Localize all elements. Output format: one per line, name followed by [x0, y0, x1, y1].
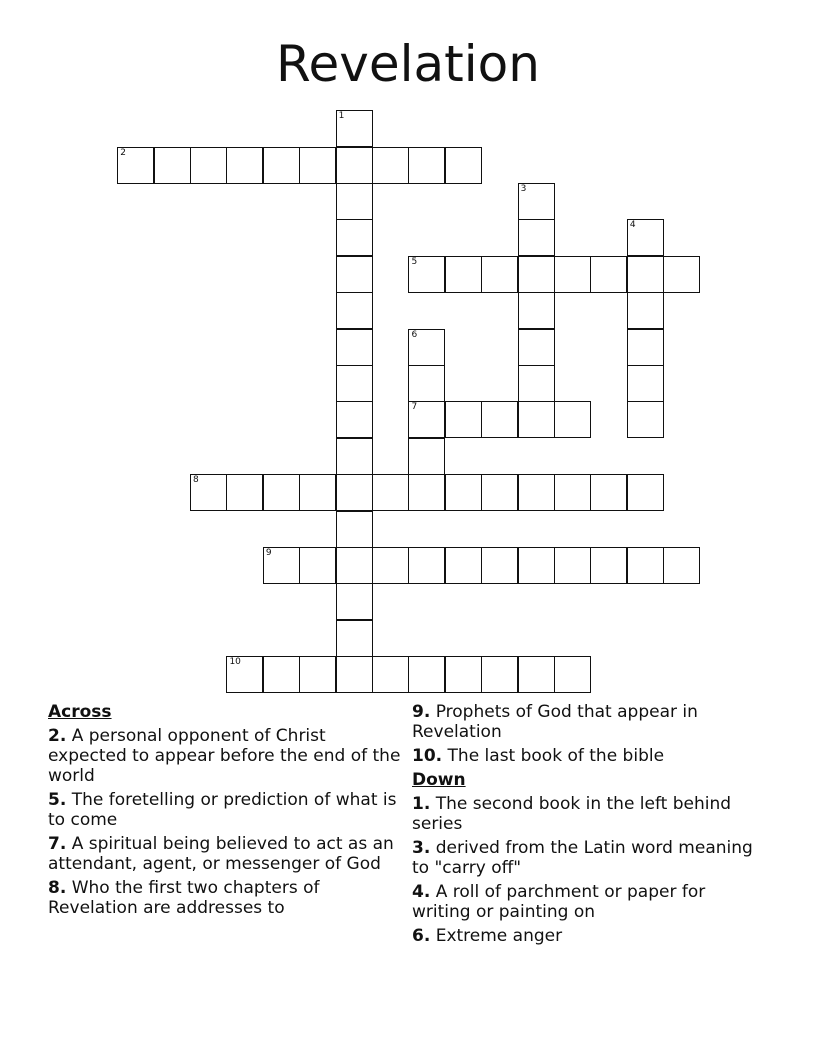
grid-cell[interactable] — [481, 401, 518, 438]
grid-cell[interactable] — [518, 401, 555, 438]
cell-number: 10 — [229, 657, 241, 668]
grid-cell[interactable] — [408, 547, 445, 584]
grid-cell[interactable] — [408, 438, 445, 475]
grid-cell[interactable] — [190, 474, 227, 511]
down-clue-6 — [412, 926, 762, 946]
grid-cell[interactable] — [408, 401, 445, 438]
grid-cell[interactable] — [226, 474, 263, 511]
clues-left-column — [48, 702, 404, 922]
grid-cell[interactable] — [408, 474, 445, 511]
grid-cell[interactable] — [263, 474, 300, 511]
grid-cell[interactable] — [336, 329, 373, 366]
grid-cell[interactable] — [518, 365, 555, 402]
grid-cell[interactable] — [627, 329, 664, 366]
grid-cell[interactable] — [554, 656, 591, 693]
grid-cell[interactable] — [627, 401, 664, 438]
grid-cell[interactable] — [263, 656, 300, 693]
clue-text: Prophets of God that appear in Revelation — [412, 702, 698, 742]
across-clue-8 — [48, 878, 404, 918]
grid-cell[interactable] — [336, 183, 373, 220]
grid-cell[interactable] — [299, 547, 336, 584]
down-clue-4 — [412, 882, 762, 922]
grid-cell[interactable] — [372, 547, 409, 584]
grid-cell[interactable] — [336, 656, 373, 693]
down-clue-1 — [412, 794, 762, 834]
grid-cell[interactable] — [627, 547, 664, 584]
grid-cell[interactable] — [226, 656, 263, 693]
grid-cell[interactable] — [336, 219, 373, 256]
grid-cell[interactable] — [299, 147, 336, 184]
puzzle-title: Revelation — [276, 35, 540, 93]
grid-cell[interactable] — [554, 401, 591, 438]
cell-number: 8 — [193, 475, 199, 486]
grid-cell[interactable] — [518, 183, 555, 220]
grid-cell[interactable] — [627, 292, 664, 329]
grid-cell[interactable] — [226, 147, 263, 184]
clue-text: Who the first two chapters of Revelation are addresses to — [48, 878, 320, 918]
grid-cell[interactable] — [336, 110, 373, 147]
across-clue-10 — [412, 746, 762, 766]
clue-number: 9. — [412, 702, 431, 722]
across-clue-5 — [48, 790, 404, 830]
cell-number: 9 — [265, 548, 272, 559]
clue-number: 7. — [48, 834, 67, 854]
grid-cell[interactable] — [408, 329, 445, 366]
grid-cell[interactable] — [336, 292, 373, 329]
cell-number: 7 — [411, 402, 418, 413]
grid-cell[interactable] — [518, 219, 555, 256]
across-clue-2 — [48, 726, 404, 786]
grid-cell[interactable] — [336, 401, 373, 438]
grid-cell[interactable] — [445, 401, 482, 438]
grid-cell[interactable] — [627, 219, 664, 256]
clue-number: 6. — [412, 926, 431, 946]
grid-cell[interactable] — [372, 656, 409, 693]
clue-text: Extreme anger — [435, 926, 563, 946]
clue-text: derived from the Latin word meaning to "carry off" — [412, 838, 753, 878]
grid-cell[interactable] — [445, 256, 482, 293]
grid-cell[interactable] — [518, 292, 555, 329]
grid-cell[interactable] — [336, 583, 373, 620]
cell-number: 5 — [411, 256, 418, 267]
grid-cell[interactable] — [336, 620, 373, 657]
grid-cell[interactable] — [408, 256, 445, 293]
grid-cell[interactable] — [154, 147, 191, 184]
grid-cell[interactable] — [263, 147, 300, 184]
clue-text: The foretelling or prediction of what is to come — [48, 790, 397, 830]
down-heading: Down — [412, 770, 466, 790]
grid-cell[interactable] — [590, 547, 627, 584]
grid-cell[interactable] — [336, 511, 373, 548]
grid-cell[interactable] — [518, 329, 555, 366]
down-clue-3 — [412, 838, 762, 878]
grid-cell[interactable] — [481, 547, 518, 584]
clue-text: A roll of parchment or paper for writing or painting on — [412, 882, 706, 922]
clue-number: 4. — [412, 882, 431, 902]
grid-cell[interactable] — [663, 547, 700, 584]
grid-cell[interactable] — [190, 147, 227, 184]
grid-cell[interactable] — [408, 365, 445, 402]
grid-cell[interactable] — [336, 365, 373, 402]
clue-text: The last book of the bible — [447, 746, 665, 766]
clue-text: A personal opponent of Christ expected to appear before the end of the world — [48, 726, 401, 786]
grid-cell[interactable] — [590, 474, 627, 511]
clue-text: The second book in the left behind series — [412, 794, 732, 834]
grid-cell[interactable] — [299, 474, 336, 511]
across-heading: Across — [48, 702, 112, 722]
clue-number: 8. — [48, 878, 67, 898]
grid-cell[interactable] — [481, 656, 518, 693]
cell-number: 4 — [629, 220, 636, 231]
grid-cell[interactable] — [445, 656, 482, 693]
grid-cell[interactable] — [117, 147, 154, 184]
cell-number: 3 — [520, 184, 527, 195]
grid-cell[interactable] — [518, 656, 555, 693]
across-clue-9 — [412, 702, 762, 742]
clue-number: 2. — [48, 726, 67, 746]
grid-cell[interactable] — [481, 256, 518, 293]
grid-cell[interactable] — [299, 656, 336, 693]
grid-cell[interactable] — [627, 474, 664, 511]
grid-cell[interactable] — [627, 365, 664, 402]
grid-cell[interactable] — [336, 438, 373, 475]
grid-cell[interactable] — [336, 547, 373, 584]
cell-number: 6 — [411, 329, 418, 340]
grid-cell[interactable] — [445, 474, 482, 511]
grid-cell[interactable] — [336, 474, 373, 511]
clue-text: A spiritual being believed to act as an attendant, agent, or messenger of God — [48, 834, 394, 874]
clue-number: 3. — [412, 838, 431, 858]
grid-cell[interactable] — [554, 256, 591, 293]
cell-number: 1 — [338, 111, 345, 122]
clue-number: 5. — [48, 790, 67, 810]
grid-cell[interactable] — [663, 256, 700, 293]
grid-cell[interactable] — [445, 547, 482, 584]
grid-cell[interactable] — [408, 147, 445, 184]
grid-cell[interactable] — [336, 256, 373, 293]
grid-cell[interactable] — [590, 256, 627, 293]
grid-cell[interactable] — [336, 147, 373, 184]
clues-right-column — [412, 702, 762, 950]
across-clue-7 — [48, 834, 404, 874]
grid-cell[interactable] — [518, 474, 555, 511]
clue-number: 1. — [412, 794, 431, 814]
grid-cell[interactable] — [518, 256, 555, 293]
grid-cell[interactable] — [445, 147, 482, 184]
clue-number: 10. — [412, 746, 443, 766]
grid-cell[interactable] — [481, 474, 518, 511]
grid-cell[interactable] — [627, 256, 664, 293]
grid-cell[interactable] — [518, 547, 555, 584]
grid-cell[interactable] — [554, 474, 591, 511]
grid-cell[interactable] — [554, 547, 591, 584]
grid-cell[interactable] — [372, 474, 409, 511]
grid-cell[interactable] — [372, 147, 409, 184]
grid-cell[interactable] — [408, 656, 445, 693]
cell-number: 2 — [120, 147, 126, 158]
grid-cell[interactable] — [263, 547, 300, 584]
